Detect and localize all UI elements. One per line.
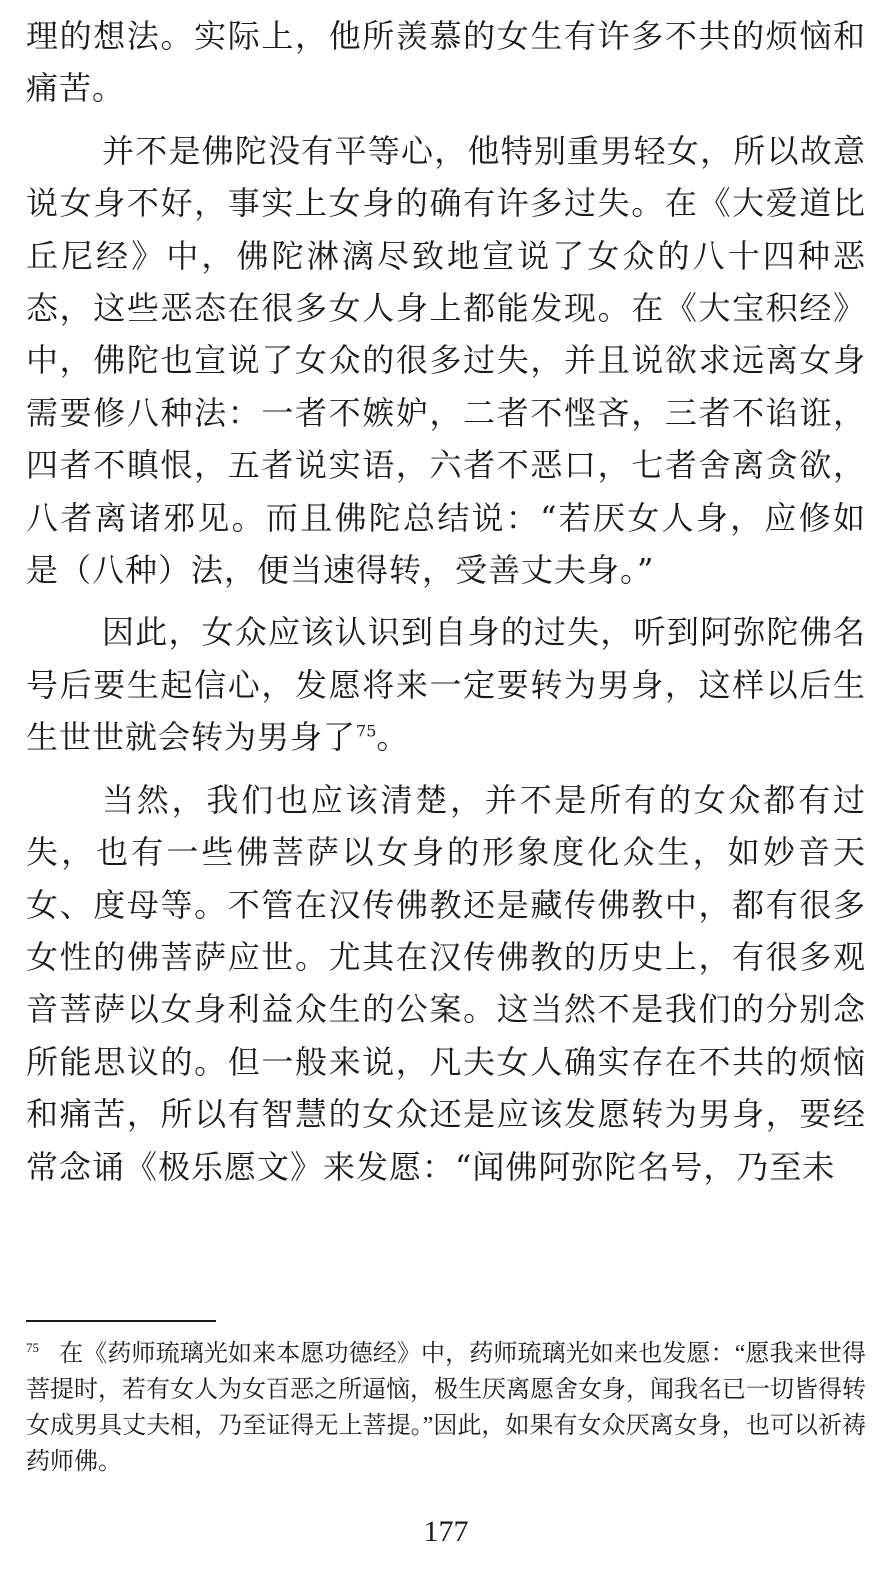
page-number: 177 <box>423 1515 469 1548</box>
paragraph-3-text: 因此，女众应该认识到自身的过失，听到阿弥陀佛名号后要生起信心，发愿将来一定要转为男身，这样以后生生世世就会转为男身了 <box>26 613 866 757</box>
paragraph-1-text: 理的想法。实际上，他所羡慕的女生有许多不共的烦恼和痛苦。 <box>26 17 866 108</box>
paragraph-4 <box>26 774 866 1193</box>
footnote-reference[interactable]: 75 <box>356 721 377 741</box>
footnote <box>26 1336 866 1480</box>
footnote-text: 在《药师琉璃光如来本愿功德经》中，药师琉璃光如来也发愿：“愿我来世得菩提时，若有女人为女百恶之所逼恼，极生厌离愿舍女身，闻我名已一切皆得转女成男具丈夫相，乃至证得无上菩提。”因此，如果有女众厌离女身，也可以祈祷药师佛。 <box>26 1341 866 1475</box>
paragraph-1 <box>26 10 866 115</box>
footnote-divider <box>26 1320 216 1322</box>
paragraph-2-text: 并不是佛陀没有平等心，他特别重男轻女，所以故意说女身不好，事实上女身的确有许多过失。在《大爱道比丘尼经》中，佛陀淋漓尽致地宣说了女众的八十四种恶态，这些恶态在很多女人身上都能发现。在《大宝积经》中，佛陀也宣说了女众的很多过失，并且说欲求远离女身需要修八种法：一者不嫉妒，二者不悭吝，三者不谄诳，四者不瞋恨，五者说实语，六者不恶口，七者舍离贪欲，八者离诸邪见。而且佛陀总结说：“若厌女人身，应修如是（八种）法，便当速得转，受善丈夫身。” <box>26 131 866 590</box>
paragraph-3 <box>26 606 866 763</box>
body-text <box>26 10 866 1193</box>
paragraph-2 <box>26 125 866 597</box>
paragraph-3-end: 。 <box>376 718 410 757</box>
footnote-number: 75 <box>26 1340 39 1355</box>
paragraph-4-text: 当然，我们也应该清楚，并不是所有的女众都有过失，也有一些佛菩萨以女身的形象度化众生，如妙音天女、度母等。不管在汉传佛教还是藏传佛教中，都有很多女性的佛菩萨应世。尤其在汉传佛教的历史上，有很多观音菩萨以女身利益众生的公案。这当然不是我们的分别念所能思议的。但一般来说，凡夫女人确实存在不共的烦恼和痛苦，所以有智慧的女众还是应该发愿转为男身，要经常念诵《极乐愿文》来发愿：“闻佛阿弥陀名号，乃至未 <box>26 780 866 1186</box>
